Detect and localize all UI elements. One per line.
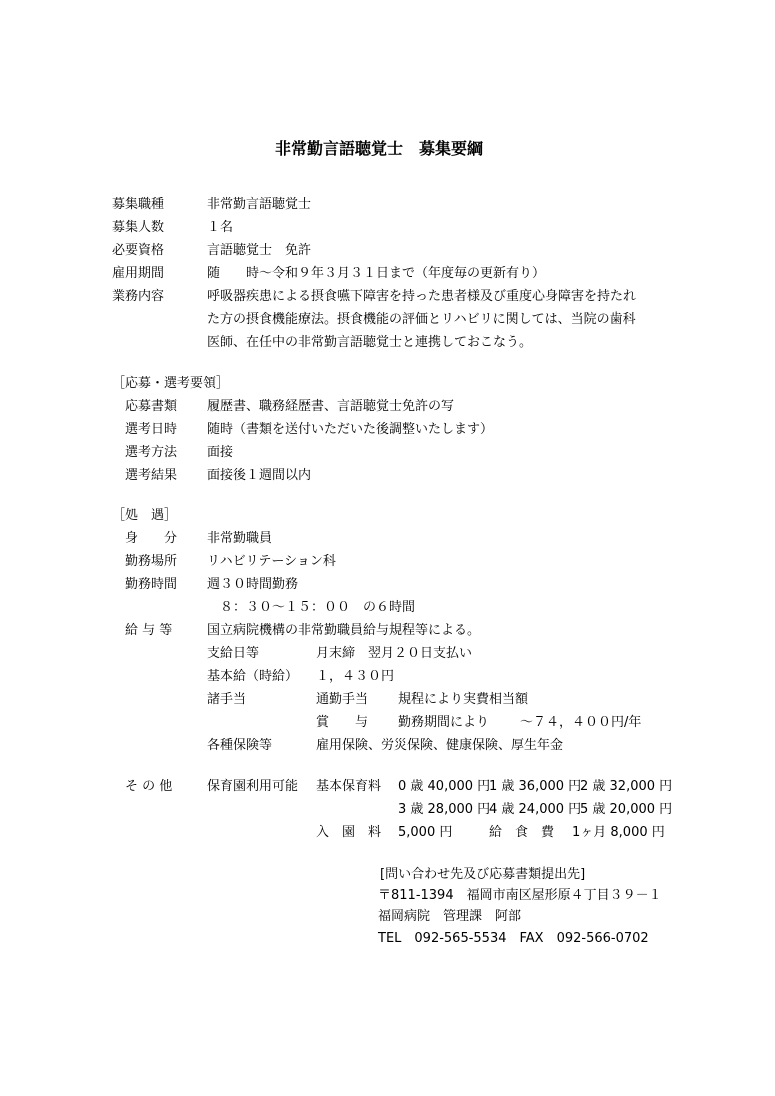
period-value: 随 時～令和９年３月３１日まで（年度毎の更新有り） (207, 266, 546, 281)
insurance-value: 雇用保険、労災保険、健康保険、厚生年金 (316, 738, 564, 753)
qualification-label: 必要資格 (112, 243, 165, 258)
base-pay-value: １，４３０円 (316, 669, 395, 684)
nursery-fee-label: 基本保育料 (316, 779, 382, 794)
nursery-fee-age0: 0 歳 40,000 円 (398, 779, 491, 794)
period-label: 雇用期間 (112, 266, 165, 281)
bonus-label: 賞 与 (316, 715, 369, 730)
page-title: 非常勤言語聴覚士 募集要綱 (275, 139, 484, 158)
base-pay-label: 基本給（時給） (207, 669, 299, 684)
job-type-label: 募集職種 (112, 197, 165, 212)
meal-fee-label: 給 食 費 (489, 825, 555, 840)
salary-value: 国立病院機構の非常勤職員給与規程等による。 (207, 623, 481, 638)
workplace-label: 勤務場所 (125, 554, 178, 569)
bonus-condition: 勤務期間により (398, 715, 490, 730)
contact-phone-fax: TEL 092-565-5534 FAX 092-566-0702 (378, 931, 649, 946)
workplace-value: リハビリテーション科 (207, 554, 336, 569)
meal-fee-value: 1ヶ月 8,000 円 (572, 825, 665, 840)
nursery-fee-age3: 3 歳 28,000 円 (398, 802, 491, 817)
insurance-label: 各種保険等 (207, 738, 273, 753)
duties-label: 業務内容 (112, 289, 165, 304)
selection-date-value: 随時（書類を送付いただいた後調整いたします） (207, 422, 494, 437)
duties-line-2: た方の摂食機能療法。摂食機能の評価とリハビリに関しては、当院の歯科 (207, 312, 636, 327)
count-value: １名 (207, 220, 234, 235)
contact-organization: 福岡病院 管理課 阿部 (378, 909, 522, 924)
docs-value: 履歴書、職務経歴書、言語聴覚士免許の写 (207, 399, 455, 414)
application-heading: ［応募・選考要領］ (112, 376, 230, 391)
payday-label: 支給日等 (207, 646, 260, 661)
duties-line-1: 呼吸器疾患による摂食嚥下障害を持った患者様及び重度心身障害を持たれ (207, 289, 637, 304)
nursery-fee-age2: 2 歳 32,000 円 (580, 779, 673, 794)
status-value: 非常勤職員 (207, 531, 273, 546)
hours-label: 勤務時間 (125, 577, 178, 592)
contact-heading: [問い合わせ先及び応募書類提出先] (380, 867, 586, 882)
entry-fee-label: 入 園 料 (316, 825, 382, 840)
entry-fee-value: 5,000 円 (398, 825, 453, 840)
selection-date-label: 選考日時 (125, 422, 178, 437)
selection-result-value: 面接後１週間以内 (207, 468, 312, 483)
bonus-amount: ～７４，４００円/年 (520, 715, 642, 730)
salary-label: 給 与 等 (125, 623, 173, 638)
nursery-fee-age1: 1 歳 36,000 円 (489, 779, 582, 794)
selection-method-label: 選考方法 (125, 445, 178, 460)
selection-result-label: 選考結果 (125, 468, 178, 483)
duties-line-3: 医師、在任中の非常勤言語聴覚士と連携しておこなう。 (207, 335, 533, 350)
count-label: 募集人数 (112, 220, 165, 235)
nursery-available: 保育園利用可能 (207, 779, 299, 794)
status-label: 身 分 (125, 531, 178, 546)
nursery-fee-age4: 4 歳 24,000 円 (489, 802, 582, 817)
job-type-value: 非常勤言語聴覚士 (207, 197, 312, 212)
selection-method-value: 面接 (207, 445, 234, 460)
nursery-fee-age5: 5 歳 20,000 円 (580, 802, 673, 817)
hours-detail: ８：３０～１５：００ の６時間 (220, 600, 416, 615)
commute-value: 規程により実費相当額 (398, 692, 529, 707)
commute-label: 通勤手当 (316, 692, 369, 707)
docs-label: 応募書類 (125, 399, 178, 414)
contact-address: 〒811-1394 福岡市南区屋形原４丁目３９－１ (378, 888, 662, 903)
treatment-heading: ［処 遇］ (112, 508, 178, 523)
allowance-label: 諸手当 (207, 692, 247, 707)
payday-value: 月末締 翌月２０日支払い (316, 646, 473, 661)
qualification-value: 言語聴覚士 免許 (207, 243, 312, 258)
hours-value: 週３０時間勤務 (207, 577, 299, 592)
other-label: そ の 他 (125, 779, 173, 794)
